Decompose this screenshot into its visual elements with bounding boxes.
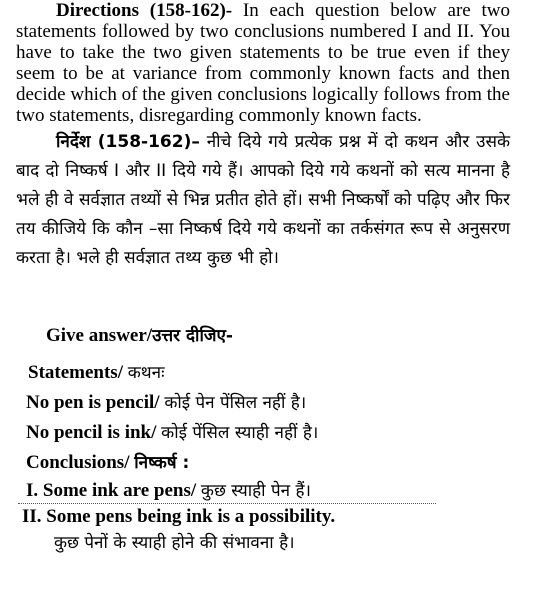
conclusion-1-english: I. Some ink are pens/: [26, 480, 201, 501]
conclusion-2-hindi-line: [54, 530, 295, 554]
statement-2-english: No pencil is ink/: [26, 422, 162, 443]
statements-heading: [28, 360, 165, 384]
conclusion-1-hindi: कुछ स्याही पेन हैं।: [200, 481, 311, 501]
statement-2: [26, 420, 318, 444]
give-answer-hindi: उत्तर दीजिए-: [152, 326, 233, 346]
statements-heading-english: Statements/: [28, 362, 128, 383]
question-page: [16, 0, 510, 273]
dotted-separator: [18, 503, 436, 504]
conclusions-heading-hindi: निष्कर्ष :: [134, 453, 190, 473]
statement-1: [26, 390, 306, 414]
directions-english: [16, 0, 510, 126]
directions-hindi: [16, 128, 510, 273]
conclusion-1: [26, 478, 311, 502]
give-answer-english: Give answer/: [46, 325, 153, 346]
conclusion-2-english-line: [22, 506, 335, 528]
conclusions-heading: [26, 450, 189, 474]
statement-1-english: No pen is pencil/: [26, 392, 165, 413]
directions-english-text: In each question below are two statements followed by two conclusions numbered I and II. You have to take the two given statements to be true even if they seem to be at variance from commonly known facts and then decide which of the given conclusions logically follows from the two statements, disregarding commonly known facts.: [16, 0, 510, 126]
give-answer-line: [46, 323, 233, 347]
statement-1-hindi: कोई पेन पेंसिल नहीं है।: [164, 393, 307, 413]
conclusion-2-hindi: कुछ पेनों के स्याही होने की संभावना है।: [54, 533, 295, 553]
statements-heading-hindi: कथनः: [127, 363, 165, 383]
directions-hindi-text: नीचे दिये गये प्रत्येक प्रश्न में दो कथन और उसके बाद दो निष्कर्ष I और II दिये गये हैं। आपको दिये गये कथनों को सत्य मानना है भले ही वे सर्वज्ञात तथ्यों से भिन्न प्रतीत होते हों। सभी निष्कर्षों को पढ़िए और फिर तय कीजिये कि कौन –सा निष्कर्ष दिये गये कथनों का तर्कसंगत रूप से अनुसरण करता है। भले ही सर्वज्ञात तथ्य कुछ भी हो।: [16, 132, 510, 268]
conclusions-heading-english: Conclusions/: [26, 452, 135, 473]
conclusion-2-english: II. Some pens being ink is a possibility.: [22, 506, 336, 527]
statement-2-hindi: कोई पेंसिल स्याही नहीं है।: [161, 423, 319, 443]
directions-english-lead: Directions (158-162)-: [56, 0, 233, 21]
directions-hindi-lead: निर्देश (158-162)–: [56, 132, 200, 152]
